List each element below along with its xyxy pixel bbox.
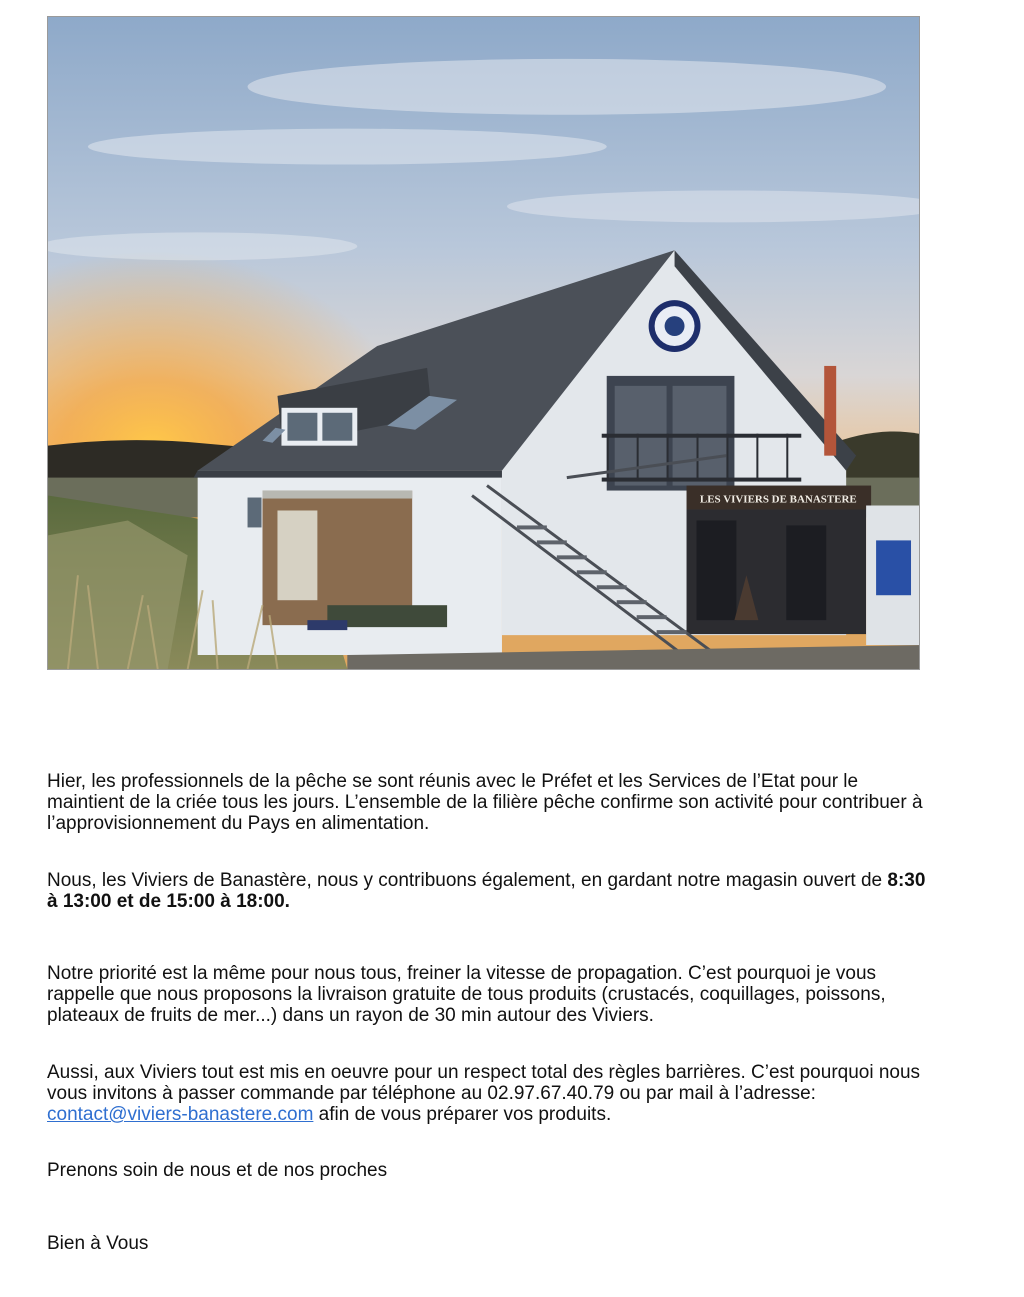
paragraph-opening-hours [47, 870, 927, 912]
shop-sign-text: LES VIVIERS DE BANASTERE [699, 493, 857, 506]
contact-intro: Aussi, aux Viviers tout est mis en oeuvre pour un respect total des règles barrières. C’est pourquoi nous vous invitons à passer commande par téléphone au 02.97.67.40.79 ou par mail à l’adresse: [47, 1062, 921, 1104]
paragraph-closing: Bien à Vous [47, 1233, 149, 1254]
paragraph-delivery: Notre priorité est la même pour nous tous, freiner la vitesse de propagation. C’est pourquoi je vous rappelle que nous proposons la livraison gratuite de tous produits (crustacés, coquillages, poissons, plateaux de fruits de mer...) dans un rayon de 30 min autour des Viviers. [47, 963, 886, 1026]
paragraph-take-care: Prenons soin de nous et de nos proches [47, 1160, 388, 1181]
opening-hours-times: 8:30 à 13:00 et de 15:00 à 18:00. [47, 870, 926, 912]
building-photo [47, 16, 920, 670]
opening-hours-intro: Nous, les Viviers de Banastère, nous y contribuons également, en gardant notre magasin ouvert de [47, 870, 888, 891]
paragraph-contact [47, 1062, 927, 1125]
email-link[interactable]: contact@viviers-banastere.com [47, 1104, 314, 1125]
paragraph-meeting: Hier, les professionnels de la pêche se sont réunis avec le Préfet et les Services de l’Etat pour le maintient de la criée tous les jours. L’ensemble de la filière pêche confirme son activité pour contribuer à l’approvisionnement du Pays en alimentation. [47, 771, 923, 834]
contact-outro: afin de vous préparer vos produits. [313, 1104, 612, 1125]
